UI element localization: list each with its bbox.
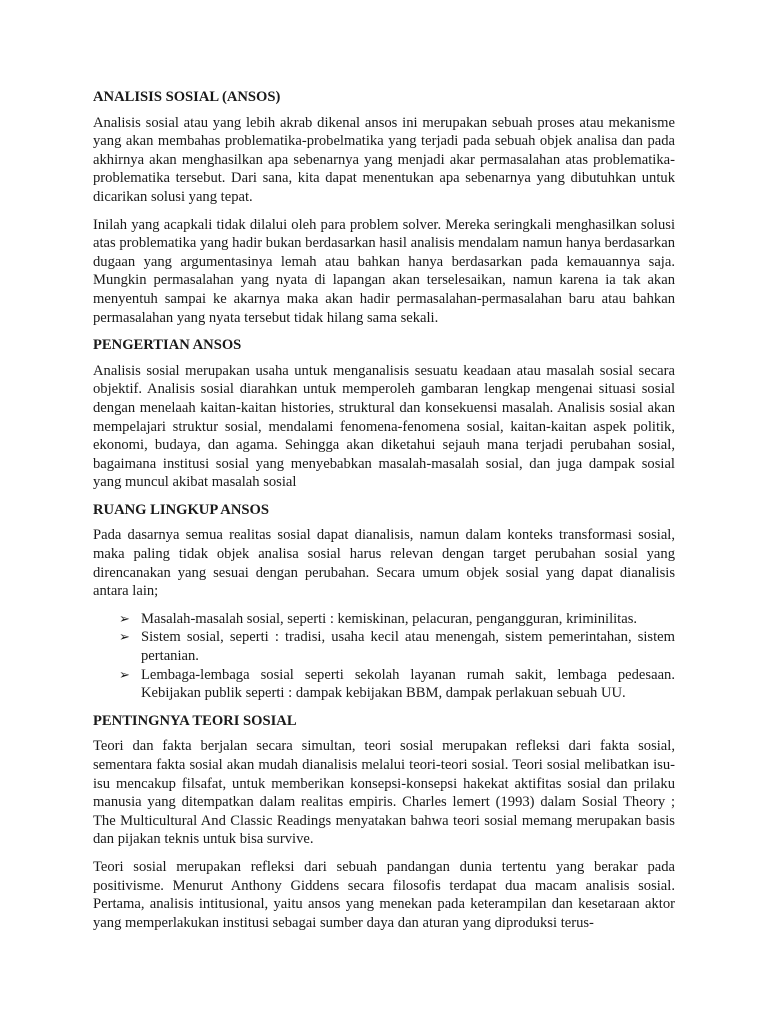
list-item-text: Masalah-masalah sosial, seperti : kemiskinan, pelacuran, pengangguran, kriminilitas.	[141, 610, 638, 627]
list-item	[119, 666, 675, 703]
list-item-text: Lembaga-lembaga sosial seperti sekolah layanan rumah sakit, lembaga pedesaan. Kebijakan publik seperti : dampak kebijakan BBM, dampak perlakuan sebuah UU.	[141, 666, 675, 702]
section-heading-pentingnya-teori-sosial: PENTINGNYA TEORI SOSIAL	[93, 712, 297, 729]
section-heading-analisis-sosial: ANALISIS SOSIAL (ANSOS)	[93, 89, 281, 105]
paragraph: Pada dasarnya semua realitas sosial dapat dianalisis, namun dalam konteks transformasi sosial, maka paling tidak objek analisa sosial harus relevan dengan target perubahan sosial yang direncanakan yang sesuai dengan perubahan. Secara umum objek sosial yang dapat dianalisis antara lain;	[93, 527, 675, 600]
section-heading-pengertian-ansos: PENGERTIAN ANSOS	[93, 337, 242, 354]
paragraph: Inilah yang acapkali tidak dilalui oleh para problem solver. Mereka seringkali menghasilkan solusi atas problematika yang hadir bukan berdasarkan hasil analisis mendalam namun hanya berdasarkan dugaan yang argumentasinya lemah atau bahkan hanya berdasarkan pada kemauannya saja. Mungkin permasalahan yang nyata di lapangan akan terselesaikan, namun karena ia tak akan menyentuh sampai ke akarnya maka akan hadir permasalahan-permasalahan baru atau bahkan permasalahan yang nyata tersebut tidak hilang sama sekali.	[93, 216, 675, 326]
list-item	[119, 610, 675, 629]
paragraph: Teori dan fakta berjalan secara simultan, teori sosial merupakan refleksi dari fakta sosial, sementara fakta sosial akan mudah dianalisis melalui teori-teori sosial. Teori sosial melibatkan isu-isu mencakup filsafat, untuk memberikan konsepsi-konsepsi hakekat aktifitas sosial dan prilaku manusia yang ditempatkan dalam realitas empiris. Charles lemert (1993) dalam Sosial Theory ; The Multicultural And Classic Readings menyatakan bahwa teori sosial memang merupakan basis dan pijakan teknis untuk bisa survive.	[93, 738, 675, 848]
list-item-text: Sistem sosial, seperti : tradisi, usaha kecil atau menengah, sistem pemerintahan, sistem pertanian.	[141, 629, 675, 665]
arrowhead-bullet-icon: ➢	[119, 666, 130, 682]
arrowhead-bullet-icon: ➢	[119, 610, 130, 626]
paragraph: Teori sosial merupakan refleksi dari sebuah pandangan dunia tertentu yang berakar pada positivisme. Menurut Anthony Giddens secara filosofis terdapat dua macam analisis sosial. Pertama, analisis intitusional, yaitu ansos yang menekan pada keterampilan dan kesetaraan aktor yang memperlakukan institusi sebagai sumber daya dan aturan yang diproduksi terus-	[93, 858, 675, 931]
bullet-list	[93, 610, 675, 703]
paragraph: Analisis sosial merupakan usaha untuk menganalisis sesuatu keadaan atau masalah sosial secara objektif. Analisis sosial diarahkan untuk memperoleh gambaran lengkap mengenai situasi sosial dengan menelaah kaitan-kaitan histories, struktural dan konsekuensi masalah. Analisis sosial akan mempelajari struktur sosial, mendalami fenomena-fenomena sosial, kaitan-kaitan aspek politik, ekonomi, budaya, dan agama. Sehingga akan diketahui sejauh mana terjadi perubahan sosial, bagaimana institusi sosial yang menyebabkan masalah-masalah sosial, dan juga dampak sosial yang muncul akibat masalah sosial	[93, 362, 675, 491]
list-item	[119, 628, 675, 665]
paragraph: Analisis sosial atau yang lebih akrab dikenal ansos ini merupakan sebuah proses atau mekanisme yang akan membahas problematika-probelmatika yang terjadi pada sebuah objek analisa dan pada akhirnya akan menghasilkan apa sebenarnya yang menjadi akar permasalahan atas problematika-problematika tersebut. Dari sana, kita dapat menentukan apa sebenarnya yang dibutuhkan untuk dicarikan solusi yang tepat.	[93, 114, 675, 205]
arrowhead-bullet-icon: ➢	[119, 629, 130, 645]
section-heading-ruang-lingkup-ansos: RUANG LINGKUP ANSOS	[93, 501, 269, 518]
document-body	[93, 88, 675, 941]
